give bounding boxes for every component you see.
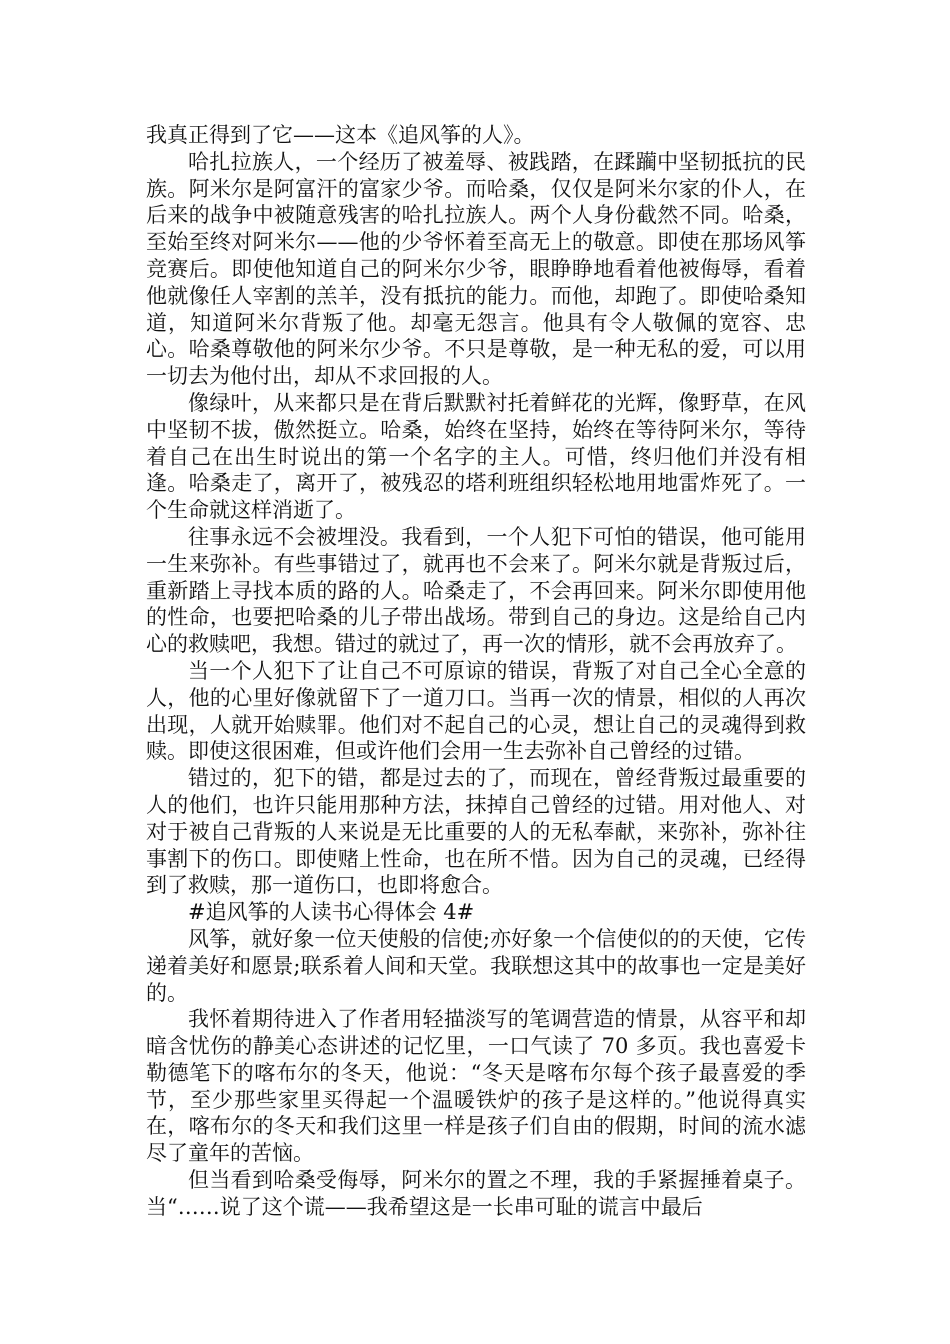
paragraph: 我怀着期待进入了作者用轻描淡写的笔调营造的情景，从容平和却暗含忧伤的静美心态讲述的记忆里，一口气读了 70 多页。我也喜爱卡勒德笔下的喀布尔的冬天，他说：“冬天是喀布尔每个孩子最喜爱的季节，至少那些家里买得起一个温暖铁炉的孩子是这样的。”他说得真实在，喀布尔的冬天和我们这里一样是孩子们自由的假期，时间的流水滤尽了童年的苦恼。 (146, 1007, 806, 1166)
paragraph: 哈扎拉族人，一个经历了被羞辱、被践踏，在蹂躏中坚韧抵抗的民族。阿米尔是阿富汗的富家少爷。而哈桑，仅仅是阿米尔家的仆人，在后来的战争中被随意残害的哈扎拉族人。两个人身份截然不同。哈桑，至始至终对阿米尔——他的少爷怀着至高无上的敬意。即使在那场风筝竞赛后。即使他知道自己的阿米尔少爷，眼睁睁地看着他被侮辱，看着他就像任人宰割的羔羊，没有抵抗的能力。而他，却跑了。即使哈桑知道，知道阿米尔背叛了他。却毫无怨言。他具有令人敬佩的宽容、忠心。哈桑尊敬他的阿米尔少爷。不只是尊敬，是一种无私的爱，可以用一切去为他付出，却从不求回报的人。 (146, 149, 806, 389)
paragraph: 但当看到哈桑受侮辱，阿米尔的置之不理，我的手紧握捶着桌子。当“……说了这个谎——我希望这是一长串可耻的谎言中最后 (146, 1168, 806, 1219)
paragraph: 往事永远不会被埋没。我看到，一个人犯下可怕的错误，他可能用一生来弥补。有些事错过了，就再也不会来了。阿米尔就是背叛过后，重新踏上寻找本质的路的人。哈桑走了，不会再回来。阿米尔即使用他的性命，也要把哈桑的儿子带出战场。带到自己的身边。这是给自己内心的救赎吧，我想。错过的就过了，再一次的情形，就不会再放弃了。 (146, 524, 806, 657)
paragraph-continuation: 我真正得到了它——这本《追风筝的人》。 (146, 123, 535, 147)
paragraph: 风筝，就好象一位天使般的信使;亦好象一个信使似的的天使，它传递着美好和愿景;联系着人间和天堂。我联想这其中的故事也一定是美好的。 (146, 926, 806, 1005)
document-body (146, 122, 806, 1221)
paragraph: 像绿叶，从来都只是在背后默默衬托着鲜花的光辉，像野草，在风中坚韧不拔，傲然挺立。哈桑，始终在坚持，始终在等待阿米尔，等待着自己在出生时说出的第一个名字的主人。可惜，终归他们并没有相逢。哈桑走了，离开了，被残忍的塔利班组织轻松地用地雷炸死了。一个生命就这样消逝了。 (146, 390, 806, 523)
section-heading: #追风筝的人读书心得体会 4# (188, 900, 475, 925)
paragraph: 错过的，犯下的错，都是过去的了，而现在，曾经背叛过最重要的人的他们，也许只能用那种方法，抹掉自己曾经的过错。用对他人、对对于被自己背叛的人来说是无比重要的人的无私奉献，来弥补，弥补往事割下的伤口。即使赌上性命，也在所不惜。因为自己的灵魂，已经得到了救赎，那一道伤口，也即将愈合。 (146, 766, 806, 898)
paragraph: 当一个人犯下了让自己不可原谅的错误，背叛了对自己全心全意的人，他的心里好像就留下了一道刀口。当再一次的情景，相似的人再次出现，人就开始赎罪。他们对不起自己的心灵，想让自己的灵魂得到救赎。即使这很困难，但或许他们会用一生去弥补自己曾经的过错。 (146, 658, 806, 764)
